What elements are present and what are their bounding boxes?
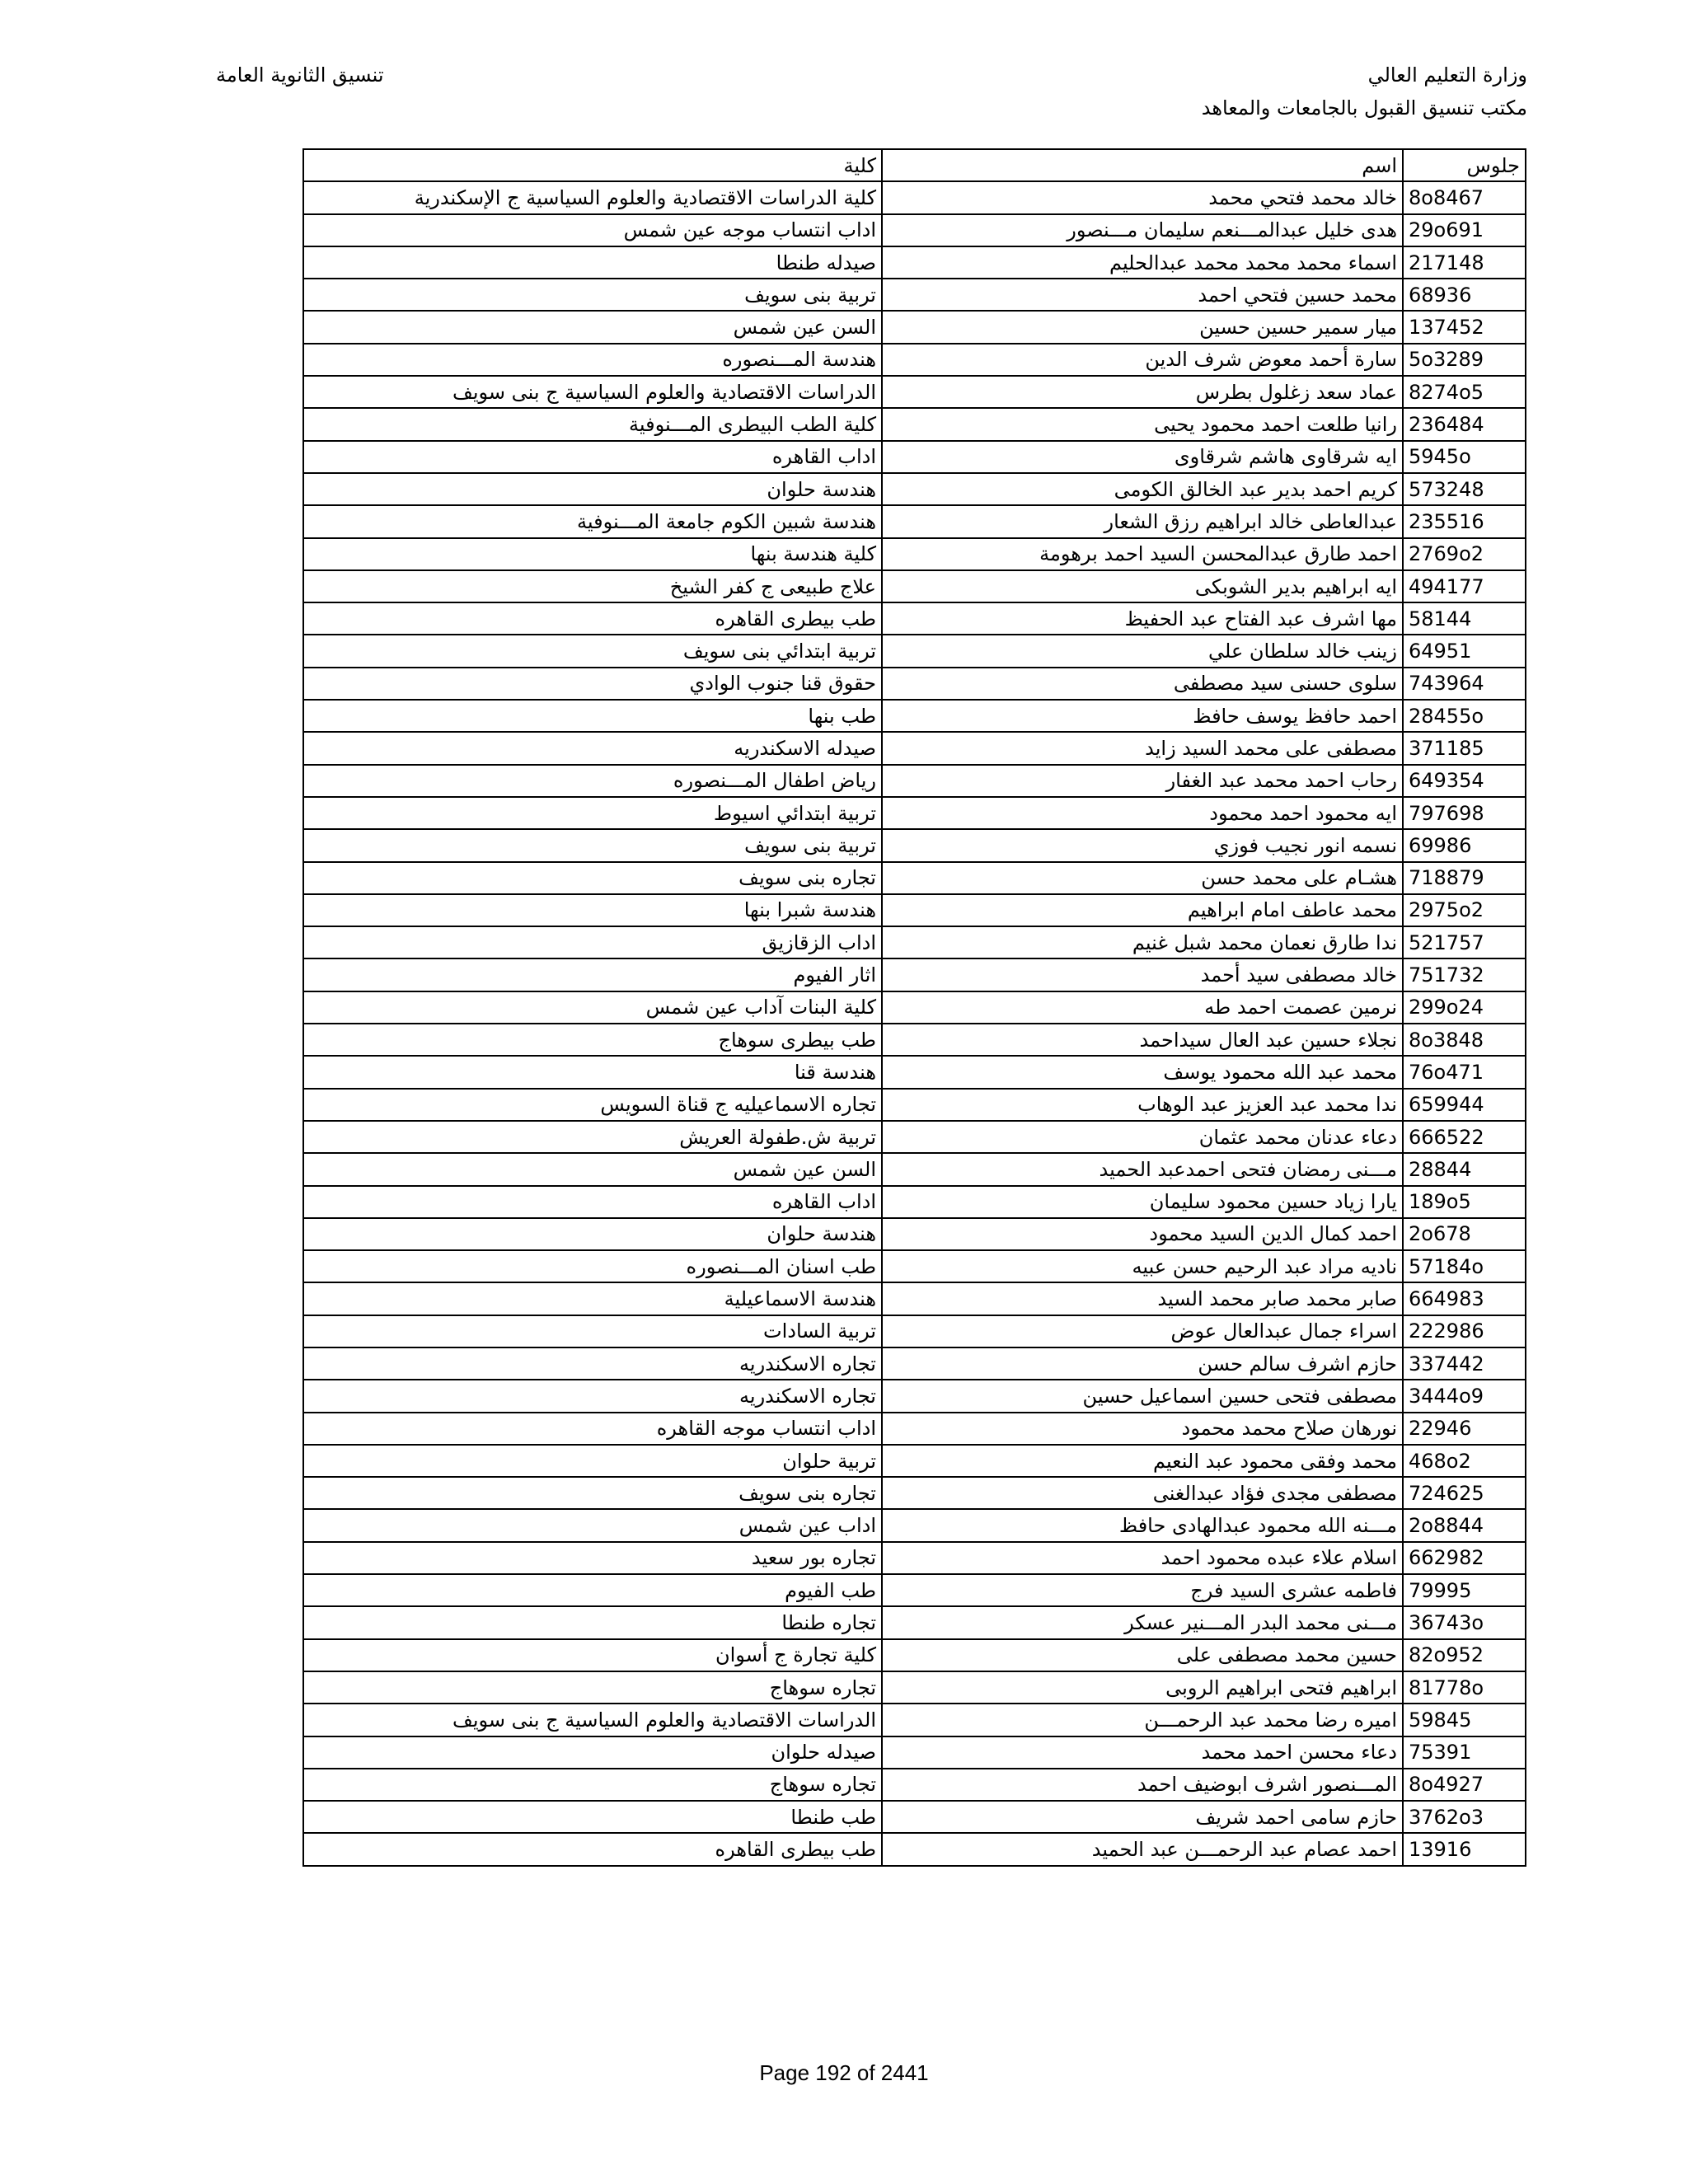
college-cell: هندسة شبين الكوم جامعة المـــنوفية (303, 505, 882, 537)
college-cell: طب اسنان المـــنصوره (303, 1250, 882, 1282)
seat-cell: 137452 (1403, 311, 1526, 343)
name-cell: ايه شرقاوى هاشم شرقاوى (882, 441, 1403, 473)
college-cell: تجاره سوهاج (303, 1671, 882, 1704)
table-row (303, 1509, 1526, 1541)
office-title: مكتب تنسيق القبول بالجامعات والمعاهد (1201, 96, 1527, 120)
seat-cell: 337442 (1403, 1347, 1526, 1380)
seat-cell: 5945o (1403, 441, 1526, 473)
seat-cell: 13916 (1403, 1833, 1526, 1865)
name-cell: حسين محمد مصطفى على (882, 1639, 1403, 1671)
college-cell: هندسة المـــنصوره (303, 344, 882, 376)
seat-cell: 2975o2 (1403, 894, 1526, 926)
table-row (303, 1282, 1526, 1315)
table-row (303, 958, 1526, 991)
column-header-name: اسم (882, 149, 1403, 181)
column-header-seat: جلوس (1403, 149, 1526, 181)
seat-cell: 8274o5 (1403, 376, 1526, 408)
table-row (303, 1250, 1526, 1282)
table-row (303, 1477, 1526, 1509)
name-cell: رحاب احمد محمد عبد الغفار (882, 765, 1403, 797)
name-cell: مـــنه الله محمود عبدالهادى حافظ (882, 1509, 1403, 1541)
college-cell: تربية بنى سويف (303, 279, 882, 311)
college-cell: اداب انتساب موجه عين شمس (303, 214, 882, 246)
seat-cell: 235516 (1403, 505, 1526, 537)
seat-cell: 29o691 (1403, 214, 1526, 246)
college-cell: هندسة شبرا بنها (303, 894, 882, 926)
name-cell: رانيا طلعت احمد محمود يحيى (882, 408, 1403, 440)
college-cell: طب بنها (303, 700, 882, 732)
name-cell: ايه ابراهيم بدير الشوبكى (882, 570, 1403, 602)
name-cell: سارة أحمد معوض شرف الدين (882, 344, 1403, 376)
name-cell: محمد حسين فتحي احمد (882, 279, 1403, 311)
college-cell: هندسة الاسماعيلية (303, 1282, 882, 1315)
seat-cell: 659944 (1403, 1089, 1526, 1121)
table-row (303, 1153, 1526, 1185)
seat-cell: 222986 (1403, 1315, 1526, 1347)
seat-cell: 573248 (1403, 473, 1526, 505)
college-cell: كلية البنات آداب عين شمس (303, 991, 882, 1024)
college-cell: تجاره الاسماعيليه ج قناة السويس (303, 1089, 882, 1121)
table-row (303, 1574, 1526, 1606)
college-cell: صيدله الاسكندريه (303, 732, 882, 764)
college-cell: تربية حلوان (303, 1445, 882, 1477)
table-row (303, 926, 1526, 958)
college-cell: تربية ش.طفولة العريش (303, 1121, 882, 1153)
table-row (303, 732, 1526, 764)
table-row (303, 1736, 1526, 1769)
name-cell: احمد حافظ يوسف حافظ (882, 700, 1403, 732)
table-row (303, 181, 1526, 213)
table-row (303, 505, 1526, 537)
college-cell: طب طنطا (303, 1801, 882, 1833)
table-row (303, 311, 1526, 343)
seat-cell: 82o952 (1403, 1639, 1526, 1671)
table-row (303, 1186, 1526, 1218)
name-cell: ابراهيم فتحى ابراهيم الروبى (882, 1671, 1403, 1704)
seat-cell: 58144 (1403, 602, 1526, 635)
seat-cell: 2o678 (1403, 1218, 1526, 1250)
college-cell: تربية ابتدائي اسيوط (303, 797, 882, 829)
college-cell: تجاره سوهاج (303, 1769, 882, 1801)
table-row (303, 538, 1526, 570)
college-cell: اداب عين شمس (303, 1509, 882, 1541)
seat-cell: 236484 (1403, 408, 1526, 440)
college-cell: السن عين شمس (303, 1153, 882, 1185)
name-cell: فاطمه عشرى السيد فرج (882, 1574, 1403, 1606)
college-cell: الدراسات الاقتصادية والعلوم السياسية ج بنى سويف (303, 376, 882, 408)
seat-cell: 2o8844 (1403, 1509, 1526, 1541)
table-row (303, 1606, 1526, 1638)
seat-cell: 189o5 (1403, 1186, 1526, 1218)
college-cell: طب بيطرى القاهره (303, 1833, 882, 1865)
college-cell: تجاره الاسكندريه (303, 1347, 882, 1380)
name-cell: محمد وفقى محمود عبد النعيم (882, 1445, 1403, 1477)
name-cell: عماد سعد زغلول بطرس (882, 376, 1403, 408)
table-row (303, 1542, 1526, 1574)
name-cell: حازم سامى احمد شريف (882, 1801, 1403, 1833)
name-cell: مها اشرف عبد الفتاح عبد الحفيظ (882, 602, 1403, 635)
college-cell: تربية بنى سويف (303, 829, 882, 861)
seat-cell: 521757 (1403, 926, 1526, 958)
college-cell: تربية ابتدائي بنى سويف (303, 635, 882, 667)
seat-cell: 3444o9 (1403, 1380, 1526, 1412)
seat-cell: 69986 (1403, 829, 1526, 861)
name-cell: مصطفى فتحى حسين اسماعيل حسين (882, 1380, 1403, 1412)
table-row (303, 1089, 1526, 1121)
table-row (303, 1704, 1526, 1736)
college-cell: تجاره الاسكندريه (303, 1380, 882, 1412)
college-cell: تربية السادات (303, 1315, 882, 1347)
college-cell: طب بيطرى القاهره (303, 602, 882, 635)
college-cell: حقوق قنا جنوب الوادي (303, 668, 882, 700)
table-row (303, 214, 1526, 246)
table-row (303, 441, 1526, 473)
table-row (303, 376, 1526, 408)
name-cell: نسمه انور نجيب فوزي (882, 829, 1403, 861)
seat-cell: 8o3848 (1403, 1024, 1526, 1056)
table-row (303, 570, 1526, 602)
seat-cell: 2769o2 (1403, 538, 1526, 570)
seat-cell: 8o8467 (1403, 181, 1526, 213)
college-cell: الدراسات الاقتصادية والعلوم السياسية ج بنى سويف (303, 1704, 882, 1736)
page-number: Page 192 of 2441 (759, 2060, 929, 2085)
table-row (303, 991, 1526, 1024)
name-cell: خالد محمد فتحي محمد (882, 181, 1403, 213)
college-cell: صيدله طنطا (303, 246, 882, 279)
table-row (303, 1769, 1526, 1801)
name-cell: سلوى حسنى سيد مصطفى (882, 668, 1403, 700)
table-row (303, 1024, 1526, 1056)
name-cell: زينب خالد سلطان علي (882, 635, 1403, 667)
table-row (303, 700, 1526, 732)
name-cell: اسراء جمال عبدالعال عوض (882, 1315, 1403, 1347)
seat-cell: 79995 (1403, 1574, 1526, 1606)
table-row (303, 408, 1526, 440)
seat-cell: 3762o3 (1403, 1801, 1526, 1833)
seat-cell: 22946 (1403, 1413, 1526, 1445)
college-cell: اداب انتساب موجه القاهره (303, 1413, 882, 1445)
seat-cell: 724625 (1403, 1477, 1526, 1509)
table-row (303, 1121, 1526, 1153)
name-cell: هشـام على محمد حسن (882, 862, 1403, 894)
seat-cell: 5o3289 (1403, 344, 1526, 376)
table-row (303, 894, 1526, 926)
seat-cell: 468o2 (1403, 1445, 1526, 1477)
college-cell: كلية الطب البيطرى المـــنوفية (303, 408, 882, 440)
table-row (303, 765, 1526, 797)
college-cell: طب بيطرى سوهاج (303, 1024, 882, 1056)
column-header-college: كلية (303, 149, 882, 181)
seat-cell: 371185 (1403, 732, 1526, 764)
college-cell: تجاره بنى سويف (303, 862, 882, 894)
name-cell: المـــنصور اشرف ابوضيف احمد (882, 1769, 1403, 1801)
college-cell: تجاره بور سعيد (303, 1542, 882, 1574)
name-cell: مـــنى رمضان فتحى احمدعبد الحميد (882, 1153, 1403, 1185)
college-cell: تجاره طنطا (303, 1606, 882, 1638)
seat-cell: 64951 (1403, 635, 1526, 667)
seat-cell: 494177 (1403, 570, 1526, 602)
name-cell: احمد كمال الدين السيد محمود (882, 1218, 1403, 1250)
name-cell: ندا طارق نعمان محمد شبل غنيم (882, 926, 1403, 958)
seat-cell: 718879 (1403, 862, 1526, 894)
name-cell: حازم اشرف سالم حسن (882, 1347, 1403, 1380)
name-cell: احمد طارق عبدالمحسن السيد احمد برهومة (882, 538, 1403, 570)
seat-cell: 8o4927 (1403, 1769, 1526, 1801)
seat-cell: 57184o (1403, 1250, 1526, 1282)
name-cell: كريم احمد بدير عبد الخالق الكومى (882, 473, 1403, 505)
seat-cell: 36743o (1403, 1606, 1526, 1638)
table-row (303, 246, 1526, 279)
name-cell: دعاء عدنان محمد عثمان (882, 1121, 1403, 1153)
seat-cell: 68936 (1403, 279, 1526, 311)
name-cell: نرمين عصمت احمد طه (882, 991, 1403, 1024)
table-row (303, 1056, 1526, 1088)
seat-cell: 664983 (1403, 1282, 1526, 1315)
table-row (303, 1801, 1526, 1833)
name-cell: اسلام علاء عبده محمود احمد (882, 1542, 1403, 1574)
table-row (303, 602, 1526, 635)
results-table (302, 148, 1526, 1867)
seat-cell: 28844 (1403, 1153, 1526, 1185)
college-cell: اثار الفيوم (303, 958, 882, 991)
table-row (303, 344, 1526, 376)
college-cell: اداب القاهره (303, 1186, 882, 1218)
name-cell: نجلاء حسين عبد العال سيداحمد (882, 1024, 1403, 1056)
seat-cell: 649354 (1403, 765, 1526, 797)
college-cell: اداب القاهره (303, 441, 882, 473)
name-cell: نورهان صلاح محمد محمود (882, 1413, 1403, 1445)
seat-cell: 28455o (1403, 700, 1526, 732)
name-cell: يارا زياد حسين محمود سليمان (882, 1186, 1403, 1218)
table-row (303, 668, 1526, 700)
table-row (303, 1833, 1526, 1865)
table-row (303, 1218, 1526, 1250)
table-row (303, 829, 1526, 861)
table-row (303, 1413, 1526, 1445)
name-cell: هدى خليل عبدالمـــنعم سليمان مـــنصور (882, 214, 1403, 246)
college-cell: السن عين شمس (303, 311, 882, 343)
coordination-title: تنسيق الثانوية العامة (216, 63, 384, 87)
table-row (303, 1315, 1526, 1347)
name-cell: اسماء محمد محمد محمد عبدالحليم (882, 246, 1403, 279)
seat-cell: 797698 (1403, 797, 1526, 829)
college-cell: طب الفيوم (303, 1574, 882, 1606)
college-cell: اداب الزقازيق (303, 926, 882, 958)
name-cell: دعاء محسن احمد محمد (882, 1736, 1403, 1769)
name-cell: ندا محمد عبد العزيز عبد الوهاب (882, 1089, 1403, 1121)
ministry-title: وزارة التعليم العالي (1367, 63, 1527, 87)
seat-cell: 76o471 (1403, 1056, 1526, 1088)
college-cell: كلية هندسة بنها (303, 538, 882, 570)
table-row (303, 279, 1526, 311)
table-header-row (303, 149, 1526, 181)
name-cell: ميار سمير حسين حسين (882, 311, 1403, 343)
seat-cell: 81778o (1403, 1671, 1526, 1704)
seat-cell: 299o24 (1403, 991, 1526, 1024)
name-cell: محمد عاطف امام ابراهيم (882, 894, 1403, 926)
college-cell: رياض اطفال المـــنصوره (303, 765, 882, 797)
table-row (303, 1445, 1526, 1477)
name-cell: خالد مصطفى سيد أحمد (882, 958, 1403, 991)
seat-cell: 59845 (1403, 1704, 1526, 1736)
college-cell: هندسة حلوان (303, 1218, 882, 1250)
name-cell: ايه محمود احمد محمود (882, 797, 1403, 829)
seat-cell: 751732 (1403, 958, 1526, 991)
college-cell: صيدله حلوان (303, 1736, 882, 1769)
table-row (303, 1671, 1526, 1704)
seat-cell: 217148 (1403, 246, 1526, 279)
name-cell: محمد عبد الله محمود يوسف (882, 1056, 1403, 1088)
name-cell: اميره رضا محمد عبد الرحمـــن (882, 1704, 1403, 1736)
name-cell: صابر محمد صابر محمد السيد (882, 1282, 1403, 1315)
name-cell: مصطفى على محمد السيد زايد (882, 732, 1403, 764)
table-row (303, 1347, 1526, 1380)
table-row (303, 797, 1526, 829)
college-cell: علاج طبيعى ج كفر الشيخ (303, 570, 882, 602)
college-cell: هندسة قنا (303, 1056, 882, 1088)
name-cell: مـــنى محمد البدر المـــنير عسكر (882, 1606, 1403, 1638)
college-cell: تجاره بنى سويف (303, 1477, 882, 1509)
table-row (303, 1380, 1526, 1412)
name-cell: عبدالعاطى خالد ابراهيم رزق الشعار (882, 505, 1403, 537)
seat-cell: 662982 (1403, 1542, 1526, 1574)
college-cell: كلية الدراسات الاقتصادية والعلوم السياسية ج الإسكندرية (303, 181, 882, 213)
table-row (303, 1639, 1526, 1671)
college-cell: كلية تجارة ج أسوان (303, 1639, 882, 1671)
name-cell: مصطفى مجدى فؤاد عبدالغنى (882, 1477, 1403, 1509)
college-cell: هندسة حلوان (303, 473, 882, 505)
name-cell: ناديه مراد عبد الرحيم حسن عبيه (882, 1250, 1403, 1282)
name-cell: احمد عصام عبد الرحمـــن عبد الحميد (882, 1833, 1403, 1865)
table-row (303, 473, 1526, 505)
table-row (303, 635, 1526, 667)
table-row (303, 862, 1526, 894)
seat-cell: 75391 (1403, 1736, 1526, 1769)
seat-cell: 666522 (1403, 1121, 1526, 1153)
seat-cell: 743964 (1403, 668, 1526, 700)
